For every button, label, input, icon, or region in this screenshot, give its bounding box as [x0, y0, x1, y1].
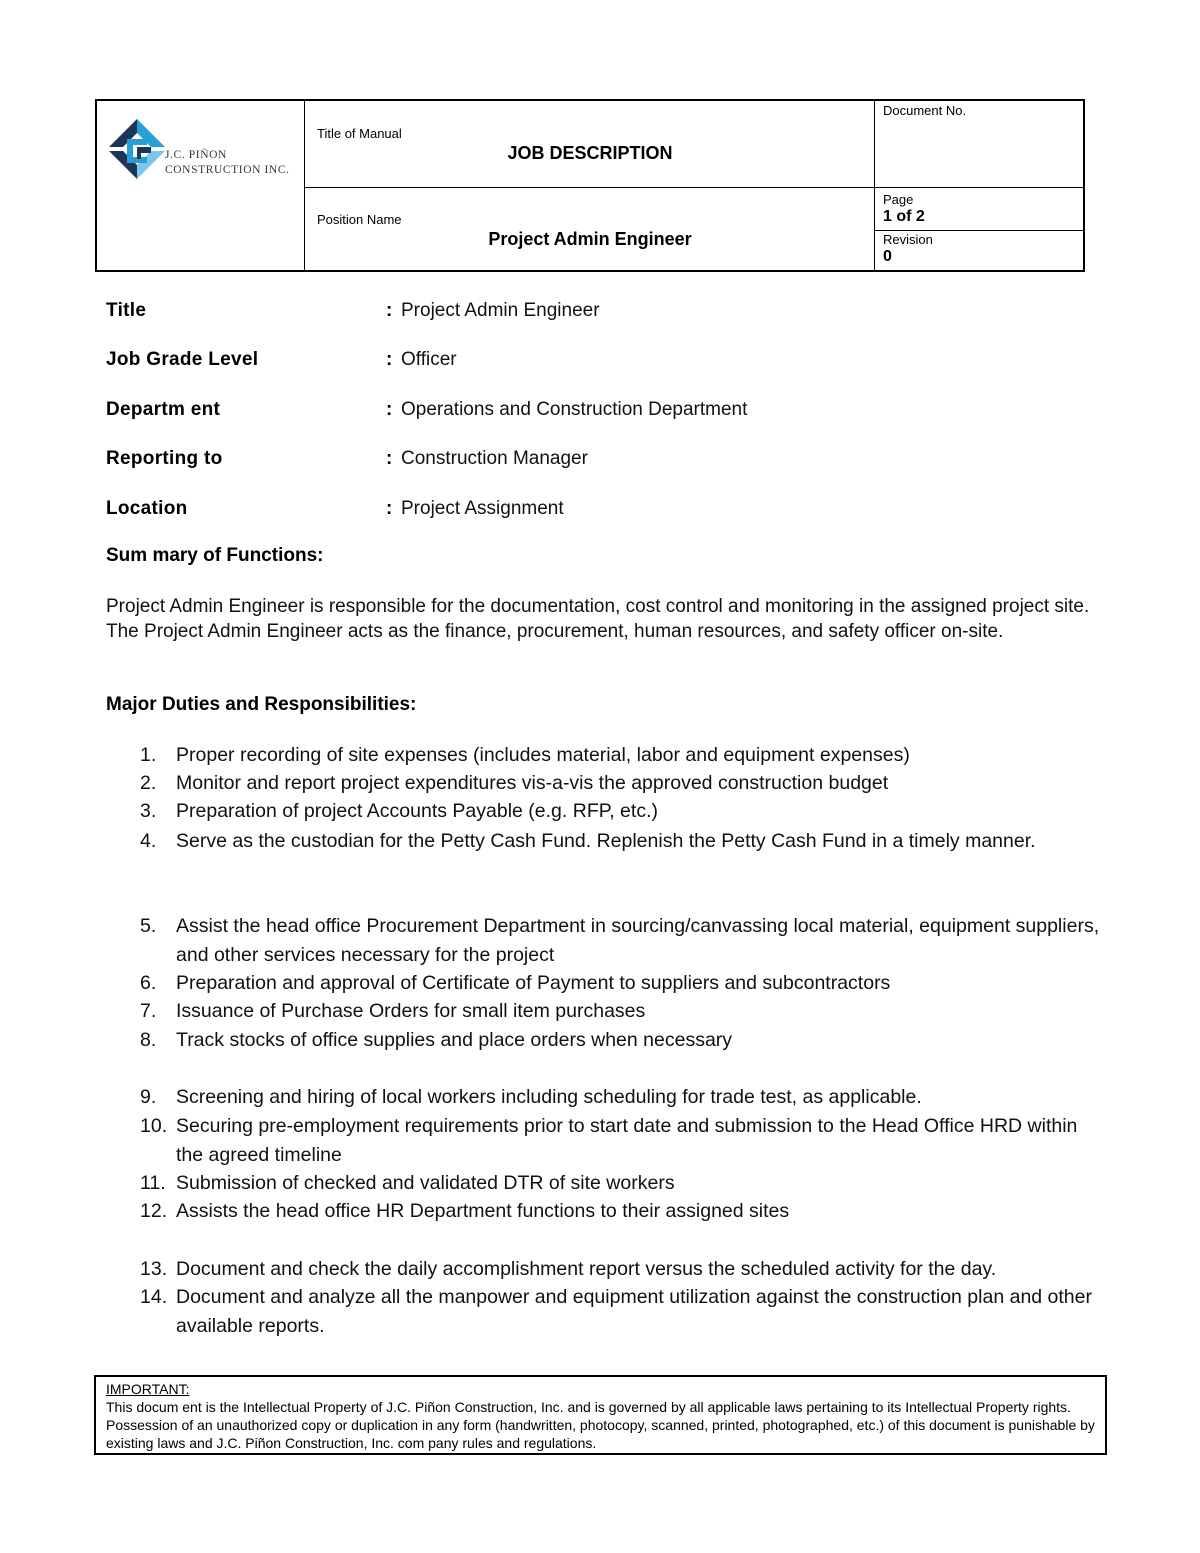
- list-text: Preparation of project Accounts Payable (e.g. RFP, etc.): [176, 800, 658, 822]
- company-logo-icon: [107, 117, 167, 185]
- list-text: Document and analyze all the manpower and equipment utilization against the construction plan and other available reports.: [176, 1286, 1092, 1337]
- list-number: 3.: [140, 800, 157, 822]
- field-value: Operations and Construction Department: [401, 399, 748, 420]
- list-text: Preparation and approval of Certificate of Payment to suppliers and subcontractors: [176, 972, 891, 994]
- document-no-label: Document No.: [883, 103, 967, 118]
- list-text: Monitor and report project expenditures vis-a-vis the approved construction budget: [176, 772, 889, 794]
- position-name-label: Position Name: [317, 212, 402, 227]
- field-value: Project Admin Engineer: [401, 300, 600, 321]
- duties-heading: Major Duties and Responsibilities:: [106, 694, 417, 715]
- field-label: Job Grade Level: [106, 349, 259, 370]
- revision-value: 0: [883, 248, 892, 265]
- important-heading: IMPORTANT:: [106, 1381, 190, 1397]
- list-text: Submission of checked and validated DTR of site workers: [176, 1172, 675, 1194]
- field-value: Construction Manager: [401, 448, 588, 469]
- important-notice-box: [94, 1375, 1107, 1455]
- logo-cell: [97, 101, 305, 270]
- list-number: 9.: [140, 1086, 157, 1108]
- list-number: 14.: [140, 1286, 168, 1308]
- list-text: Serve as the custodian for the Petty Cash Fund. Replenish the Petty Cash Fund in a timely manner.: [176, 830, 1036, 852]
- list-text: Assist the head office Procurement Department in sourcing/canvassing local material, equipment suppliers, and other services necessary for the project: [176, 915, 1100, 966]
- page-value: 1 of 2: [883, 208, 925, 225]
- position-name-row: [305, 188, 874, 272]
- list-text: Proper recording of site expenses (includes material, labor and equipment expenses): [176, 744, 910, 766]
- header-middle-column: [305, 101, 875, 270]
- field-colon: :: [386, 399, 393, 420]
- list-number: 12.: [140, 1200, 168, 1222]
- field-colon: :: [386, 498, 393, 519]
- list-number: 10.: [140, 1115, 168, 1137]
- list-number: 6.: [140, 972, 157, 994]
- list-text: Issuance of Purchase Orders for small item purchases: [176, 1000, 646, 1022]
- list-text: Track stocks of office supplies and place orders when necessary: [176, 1029, 733, 1051]
- header-right-column: [875, 101, 1083, 270]
- list-text: Screening and hiring of local workers including scheduling for trade test, as applicable.: [176, 1086, 922, 1108]
- list-number: 11.: [140, 1172, 166, 1194]
- summary-text: Project Admin Engineer is responsible for the documentation, cost control and monitoring in the assigned project site. The Project Admin Engineer acts as the finance, procurement, human resources, and safety officer on-site.: [106, 596, 1090, 642]
- list-text: Securing pre-employment requirements prior to start date and submission to the Head Office HRD within the agreed timeline: [176, 1115, 1078, 1166]
- field-label: Departm ent: [106, 399, 221, 420]
- title-of-manual-label: Title of Manual: [317, 126, 402, 141]
- list-number: 2.: [140, 772, 157, 794]
- title-of-manual-value: JOB DESCRIPTION: [507, 143, 673, 163]
- field-colon: :: [386, 300, 393, 321]
- field-colon: :: [386, 349, 393, 370]
- field-label: Location: [106, 498, 188, 519]
- revision-label: Revision: [883, 232, 933, 247]
- list-number: 5.: [140, 915, 157, 937]
- list-number: 7.: [140, 1000, 157, 1022]
- list-number: 13.: [140, 1258, 168, 1280]
- list-number: 8.: [140, 1029, 157, 1051]
- list-number: 4.: [140, 830, 157, 852]
- field-label: Title: [106, 300, 147, 321]
- list-text: Assists the head office HR Department functions to their assigned sites: [176, 1200, 790, 1222]
- list-text: Document and check the daily accomplishment report versus the scheduled activity for the day.: [176, 1258, 997, 1280]
- company-name-line1: J.C. PIÑON: [165, 149, 227, 161]
- important-text: This docum ent is the Intellectual Property of J.C. Piñon Construction, Inc. and is governed by all applicable laws pertaining to its Intellectual Property rights. Possession of an unauthorized copy or duplication in any form (handwritten, photocopy, scanned, printed, photographed, etc.) of this document is punishable by existing laws and J.C. Piñon Construction, Inc. com pany rules and regulations.: [106, 1399, 1095, 1451]
- page-label: Page: [883, 192, 914, 207]
- document-header-table: [95, 99, 1085, 272]
- company-name-line2: CONSTRUCTION INC.: [165, 164, 290, 176]
- document-no-cell: [875, 101, 1083, 188]
- field-label: Reporting to: [106, 448, 223, 469]
- field-value: Project Assignment: [401, 498, 564, 519]
- page-cell: [875, 188, 1083, 231]
- field-colon: :: [386, 448, 393, 469]
- revision-cell: [875, 231, 1083, 272]
- list-number: 1.: [140, 744, 157, 766]
- summary-heading: Sum mary of Functions:: [106, 545, 324, 566]
- title-of-manual-row: [305, 101, 874, 188]
- position-name-value: Project Admin Engineer: [488, 229, 692, 249]
- field-value: Officer: [401, 349, 457, 370]
